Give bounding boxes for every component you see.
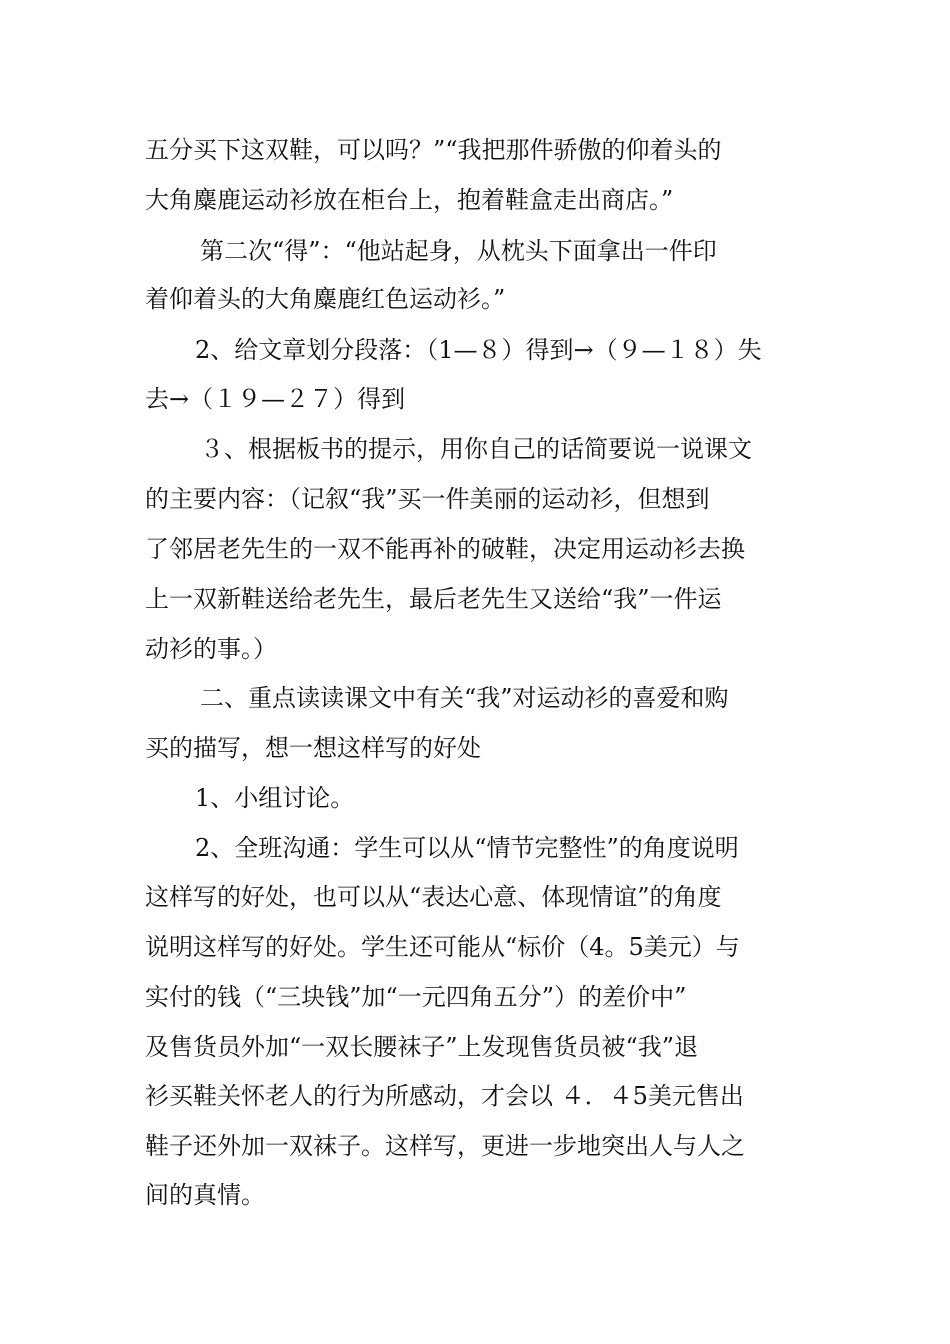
text-line-9: 了邻居老先生的一双不能再补的破鞋，决定用运动衫去换 [145,535,745,563]
text-line-3: 第二次“得”：“他站起身，从枕头下面拿出一件印 [200,237,717,265]
text-line-7: ３、根据板书的提示，用你自己的话简要说一说课文 [200,435,752,463]
text-line-18: 实付的钱（“三块钱”加“一元四角五分”）的差价中” [145,983,687,1011]
text-line-19: 及售货员外加“一双长腰袜子”上发现售货员被“我”退 [145,1033,699,1061]
text-line-8: 的主要内容：（记叙“我”买一件美丽的运动衫，但想到 [145,485,710,513]
text-line-5: 2、给文章划分段落：（1—８）得到→（９—１８）失 [195,336,762,364]
text-line-15: 2、全班沟通：学生可以从“情节完整性”的角度说明 [195,834,739,862]
text-line-4: 着仰着头的大角麋鹿红色运动衫。” [145,285,506,313]
text-line-13: 买的描写，想一想这样写的好处 [145,734,481,762]
text-line-2: 大角麋鹿运动衫放在柜台上，抱着鞋盒走出商店。” [145,186,674,214]
text-line-14: 1、小组讨论。 [195,784,355,812]
text-line-11: 动衫的事。） [145,635,277,663]
text-line-22: 间的真情。 [145,1181,265,1209]
text-line-20: 衫买鞋关怀老人的行为所感动，才会以 ４．４5美元售出 [145,1082,744,1110]
text-line-21: 鞋子还外加一双袜子。这样写，更进一步地突出人与人之 [145,1132,745,1160]
text-line-10: 上一双新鞋送给老先生，最后老先生又送给“我”一件运 [145,585,722,613]
text-line-12: 二、重点读读课文中有关“我”对运动衫的喜爱和购 [200,684,729,712]
text-line-6: 去→（１９—２７）得到 [145,385,406,413]
text-line-17: 说明这样写的好处。学生还可能从“标价（4。5美元）与 [145,933,740,961]
text-line-16: 这样写的好处，也可以从“表达心意、体现情谊”的角度 [145,883,722,911]
text-line-1: 五分买下这双鞋，可以吗？”“我把那件骄傲的仰着头的 [145,136,722,164]
